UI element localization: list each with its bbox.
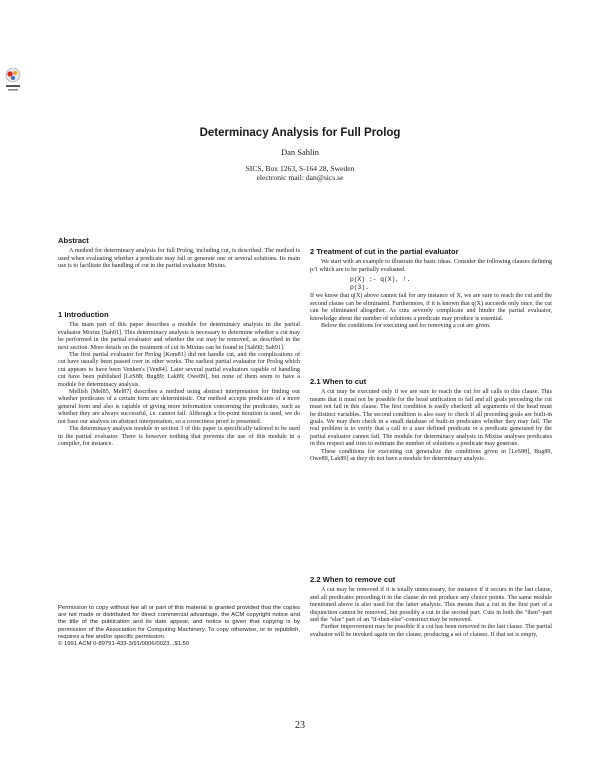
author-email: electronic mail: dan@sics.se (256, 173, 344, 182)
abstract-heading: Abstract (58, 236, 89, 245)
section-2-paragraph-2: Below the conditions for executing and for removing a cut are given. (321, 323, 491, 330)
section-2-1-heading: 2.1 When to cut (310, 377, 367, 386)
section-2-1-paragraph-1: A cut may be executed only if we are sure to reach the cut for all calls to this clause. This means that it must not be possible for the head unification to fail and all goals preceding the cut must not fail in this clause. The first condition is easily checked: all arguments of the head must be distinct variables. The second condition is also easy to check if all preceding goals are built-in goals. We may then check in a small database of built-in predicates whether they may fail. The real problem is to verify that a call to a user defined predicate or a predicate generated by the partial evaluator cannot fail. The module for determinacy analysis in Mixtus analyses predicates in this respect and tries to estimate the number of solutions a predicate may generate. (310, 389, 552, 448)
abstract-text: A method for determinacy analysis for full Prolog, including cut, is described. The method is used when evaluating whether a predicate may fail or generate one or several solutions. Its main use is to facilitate the handling of cut in the partial evaluator Mixtus. (58, 248, 300, 270)
code-line-2: p(3). (350, 283, 369, 291)
intro-paragraph-2: The first partial evaluator for Prolog [Kom81] did not handle cut, and the complications of cut have usually been passed over in other works. The earliest partial evaluator for Prolog which cut appears to have been Venken's [Ven84]. Later several partial evaluators capable of handling cut have been published [LeS88; Bug89; Lak89; Owe89], but none of them seem to have a module for determinacy analysis. (58, 352, 300, 388)
affiliation-address: SICS, Box 1263, S-164 28, Sweden (245, 164, 355, 173)
section-2-heading: 2 Treatment of cut in the partial evaluator (310, 247, 459, 256)
section-2-intro: We start with an example to illustrate the basic ideas. Consider the following clauses defining p/1 which are to be partially evaluated. (310, 259, 552, 273)
section-2-2-paragraph-2: Further improvement may be possible if a cut has been removed in the last clause. The partial evaluator will be invoked again on the clause, producing a set of clauses. If that set is empty, (310, 624, 552, 638)
code-example (310, 276, 552, 291)
permission-notice: Permission to copy without fee all or part of this material is granted provided that the copies are not made or distributed for direct commercial advantage, the ACM copyright notice and the title of the publication and its date appear, and notice is given that copying is by permission of the Association for Computing Machinery. To copy otherwise, or to republish, requires a fee and/or specific permission. (58, 605, 300, 640)
page-number: 23 (295, 720, 305, 731)
intro-paragraph-4: The determinacy analysis module in section 3 of this paper is specifically tailored to be used in the partial evaluator. There is however nothing that prevents the use of this module in a compiler, for instance. (58, 426, 300, 447)
section-2-paragraph-1: If we know that q(X) above cannot fail for any instance of X, we are sure to reach the cut and the second clause can be eliminated. Furthermore, if it is known that q(X) succeeds only once, the cut can be eliminated altogether. As cuts severely complicate and hinder the partial evaluator, knowledge about the number of solutions a predicate may produce is essential. (310, 293, 552, 322)
author-name: Dan Sahlin (280, 147, 319, 157)
abstract-section (58, 237, 300, 271)
section-2 (310, 248, 552, 330)
copyright-footnote (58, 605, 300, 648)
affiliation (0, 164, 600, 182)
intro-paragraph-3: Mellish [Mel85, Mel87] describes a method using abstract interpretation for finding out whether predicates of a certain form are deterministic. Our method accepts predicates of a more general form and also is capable of giving more information concerning the predicates, such as whether they are always successful, i.e. cannot fail. Although a fix-point iteration is used, we do not base our analysis on abstract interpretation, so a correctness proof is presented. (58, 389, 300, 425)
section-2-2 (310, 576, 552, 639)
acm-logo-icon (2, 66, 24, 96)
section-2-1 (310, 378, 552, 463)
code-line-1: p(X) :- q(X), !. (350, 276, 411, 284)
introduction-heading: 1 Introduction (58, 310, 109, 319)
paper-title: Determinacy Analysis for Full Prolog (199, 127, 401, 139)
section-2-2-paragraph-1: A cut may be removed if it is totally unnecessary, for instance if it occurs in the last clause, and all predicates preceding it in the clause do not produce any choice points. The same module mentioned above is also used for the latter analysis. This means that a cut in the first part of a disjunction cannot be removed, but possibly a cut in the second part. Cuts in both the "then"-part and the "else" part of an "if-then-else"-construct may be removed. (310, 587, 552, 624)
section-2-2-heading: 2.2 When to remove cut (310, 575, 396, 584)
copyright-line: © 1991 ACM 0-89791-433-3/91/0006/0023...$1.50 (58, 641, 190, 648)
intro-paragraph-1: The main part of this paper describes a module for determinacy analysis in the partial evaluator Mixtus [Sah91]. This determinacy analysis is necessary to determine whether a cut may be performed in the partial evaluator and whether the cut may be removed, as described in the next section. More details on the treatment of cut in Mixtus can be found in [Sah90; Sah91]. (58, 322, 300, 351)
introduction-section (58, 311, 300, 448)
section-2-1-paragraph-2: These conditions for executing cut generalize the conditions given in [LeS88], Bug89, Owe89, Lak89] as they do not have a module for determinacy analysis. (310, 448, 552, 463)
